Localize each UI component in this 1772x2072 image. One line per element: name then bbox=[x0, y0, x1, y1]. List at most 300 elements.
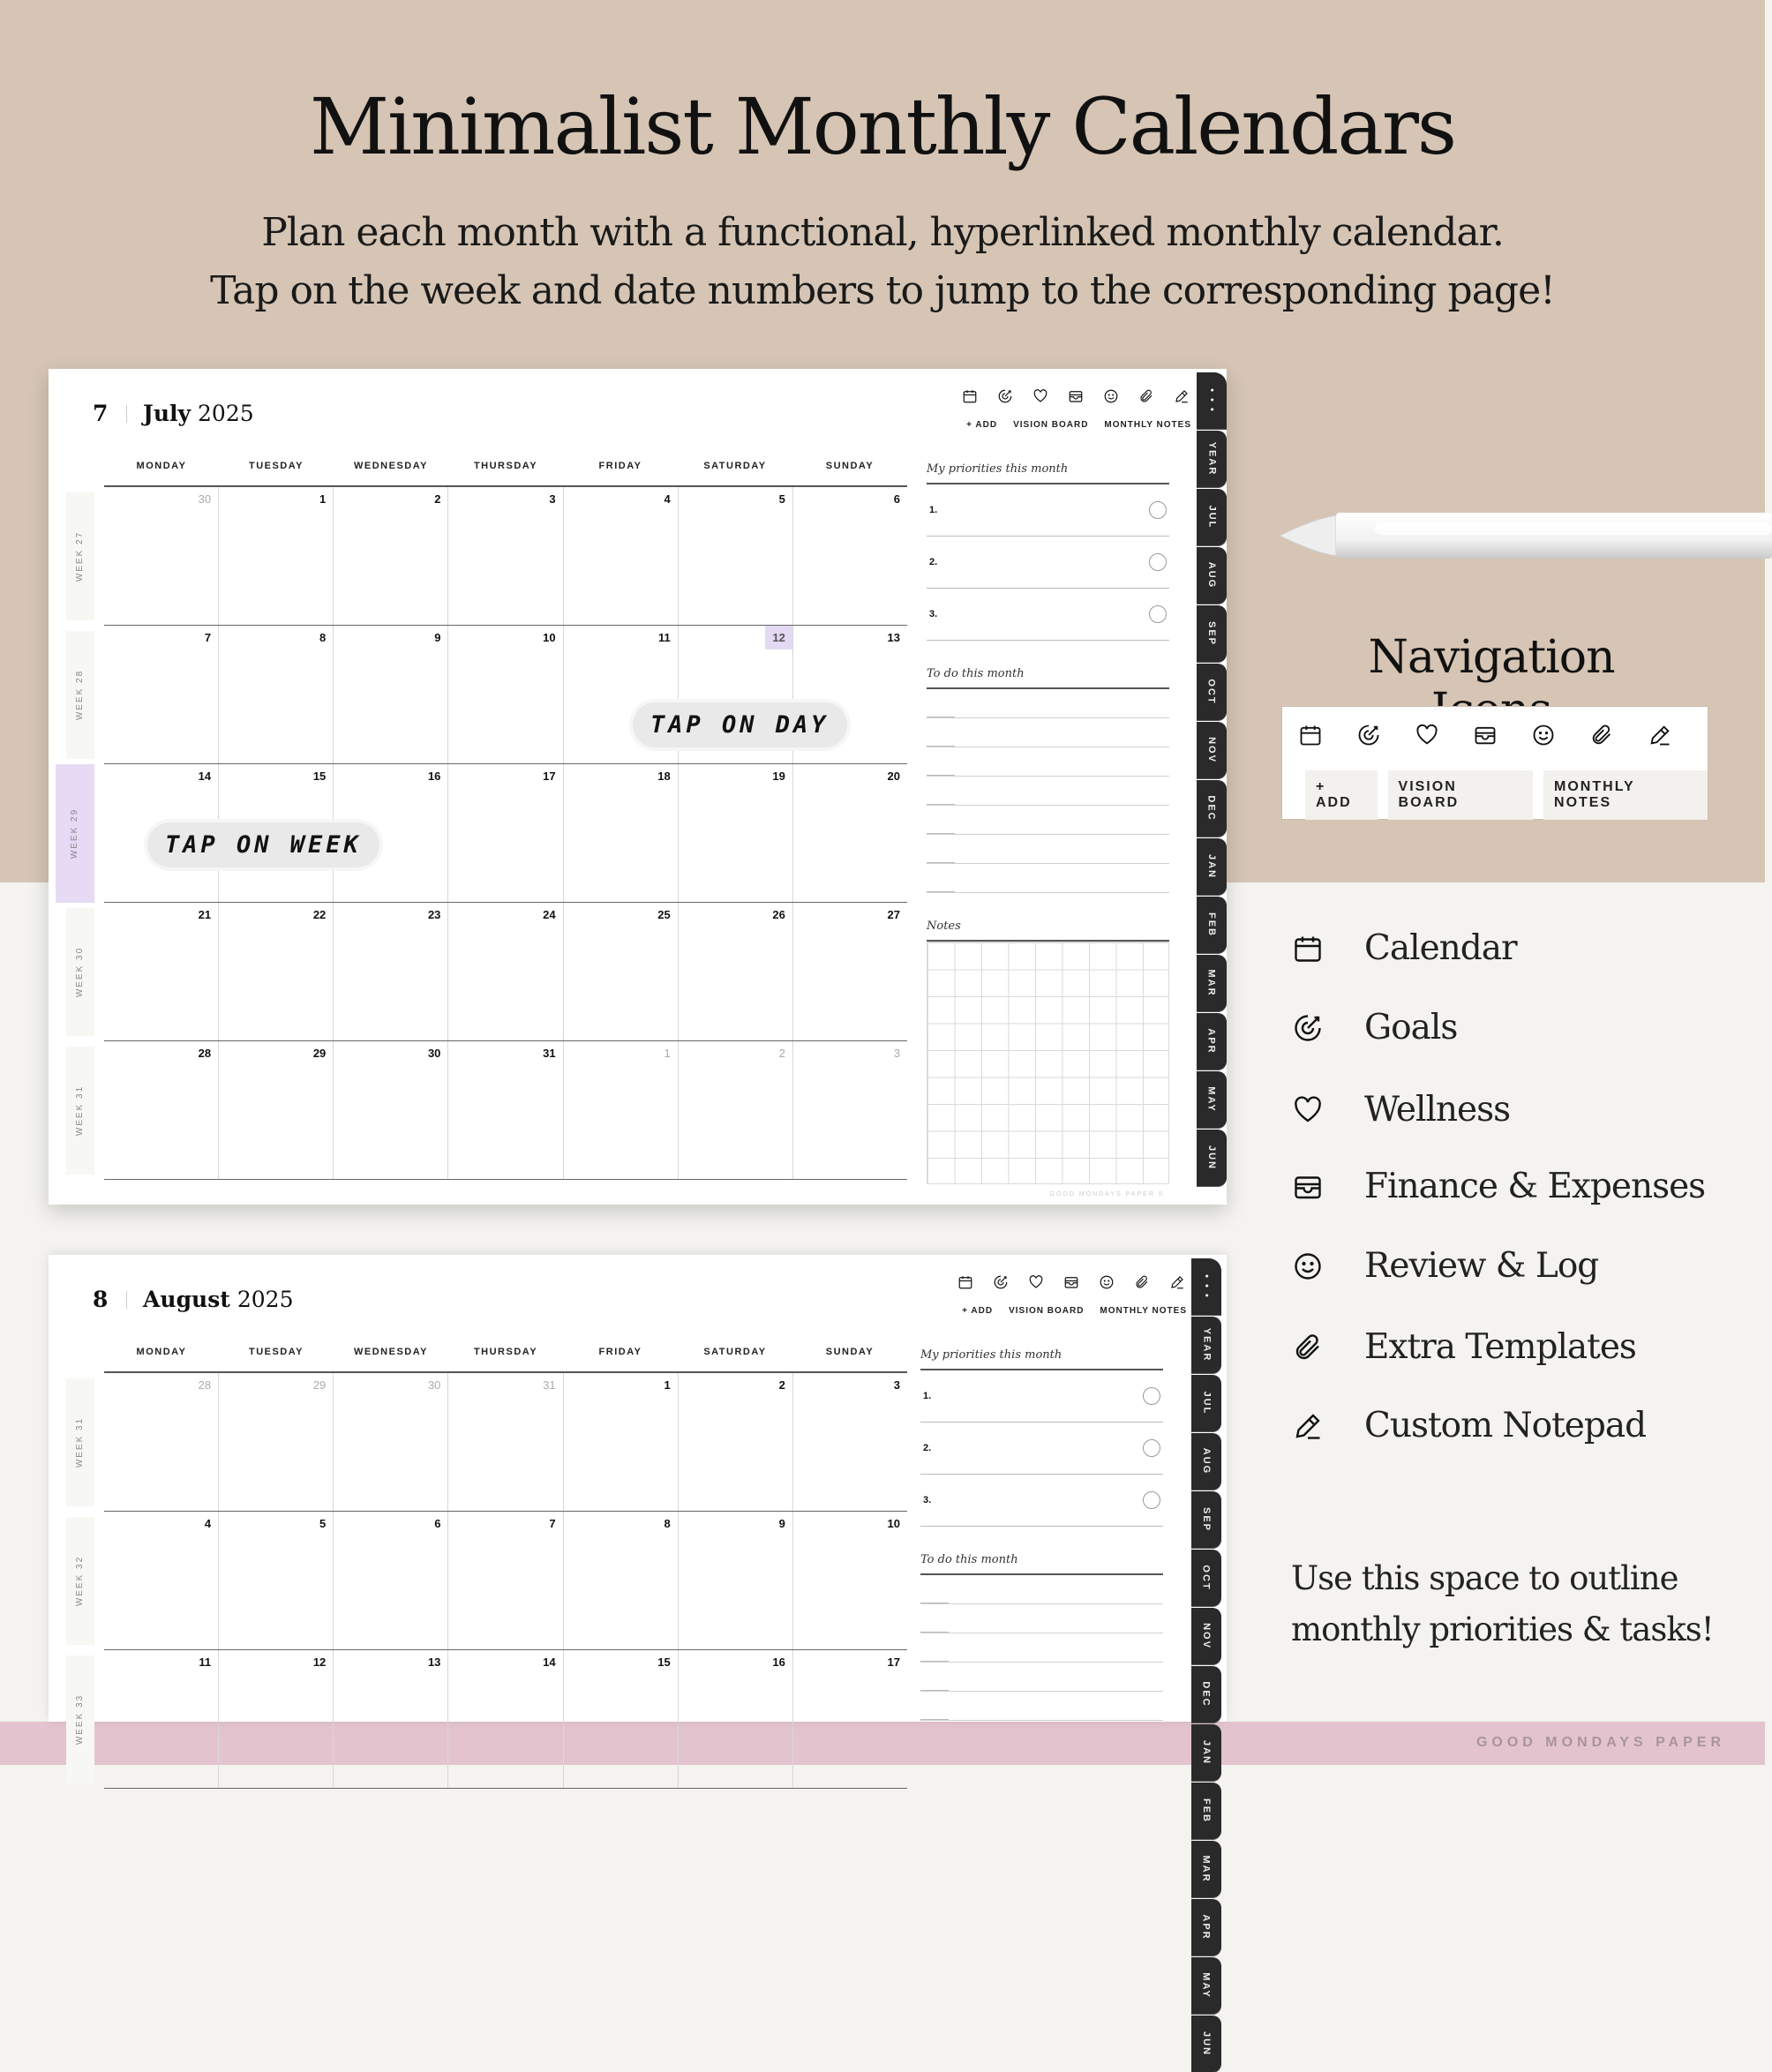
day-number[interactable]: 17 bbox=[887, 1655, 900, 1669]
tap-on-week-sticker: TAP ON WEEK bbox=[147, 822, 379, 867]
week-link[interactable] bbox=[66, 1517, 94, 1645]
legend-item bbox=[1290, 1406, 1646, 1445]
paperclip-icon bbox=[1290, 1330, 1325, 1365]
month-tab-label: JAN bbox=[1200, 1739, 1212, 1766]
month-tab[interactable] bbox=[1191, 1258, 1221, 1315]
week-label: WEEK 31 bbox=[75, 1085, 86, 1137]
todo-line[interactable] bbox=[920, 1575, 1163, 1604]
day-cell[interactable] bbox=[104, 1512, 219, 1649]
day-number[interactable]: 5 bbox=[778, 492, 785, 506]
month-tab[interactable] bbox=[1191, 1666, 1221, 1723]
month-tab-label: MAY bbox=[1201, 1972, 1212, 1999]
day-cell[interactable] bbox=[219, 626, 334, 763]
month-tab-label: AUG bbox=[1205, 561, 1217, 589]
priority-item[interactable] bbox=[920, 1423, 1163, 1475]
month-tab[interactable] bbox=[1191, 2016, 1221, 2072]
day-number[interactable]: 25 bbox=[657, 908, 671, 921]
day-cell[interactable] bbox=[564, 764, 679, 902]
todo-line[interactable] bbox=[920, 1692, 1163, 1721]
day-cell[interactable] bbox=[334, 903, 448, 1040]
navigation-icons-title: Navigation bbox=[1368, 631, 1615, 684]
day-number[interactable]: 29 bbox=[312, 1047, 327, 1060]
month-tab-label: MAR bbox=[1201, 1855, 1212, 1883]
day-cell[interactable] bbox=[793, 487, 907, 625]
heart-icon[interactable] bbox=[1026, 1272, 1046, 1292]
day-number[interactable]: 10 bbox=[887, 1517, 900, 1530]
day-number[interactable]: 5 bbox=[319, 1517, 327, 1530]
day-number[interactable]: 30 bbox=[198, 492, 212, 506]
priority-item[interactable] bbox=[920, 1475, 1163, 1527]
goals-icon[interactable] bbox=[1356, 723, 1383, 749]
day-cell[interactable] bbox=[448, 764, 563, 902]
stylus-pencil bbox=[1278, 507, 1772, 565]
planner-page-july bbox=[49, 369, 1227, 1205]
week-label: WEEK 33 bbox=[75, 1693, 86, 1745]
monthly-notes-link[interactable]: MONTHLY NOTES bbox=[1104, 420, 1191, 430]
smile-icon[interactable] bbox=[1531, 723, 1558, 749]
day-cell[interactable] bbox=[334, 1650, 448, 1788]
weekday-label: FRIDAY bbox=[598, 461, 642, 471]
month-tab-label: FEB bbox=[1201, 1798, 1212, 1823]
day-number[interactable]: 22 bbox=[312, 908, 327, 921]
day-number[interactable]: 3 bbox=[549, 492, 556, 506]
month-tab[interactable] bbox=[1197, 780, 1227, 837]
week-label: WEEK 30 bbox=[75, 946, 86, 998]
page-footer: GOOD MONDAYS PAPER © bbox=[1049, 1191, 1165, 1197]
day-number[interactable]: 11 bbox=[199, 1655, 212, 1669]
day-number[interactable]: 28 bbox=[198, 1378, 212, 1392]
wallet-icon bbox=[1290, 1169, 1325, 1205]
month-tab-label: DEC bbox=[1200, 1681, 1212, 1708]
nav-icon-bar bbox=[960, 387, 1191, 406]
day-cell[interactable] bbox=[334, 626, 448, 763]
subtitle-line-2: Tap on the week and date numbers to jump to the corresponding page! bbox=[210, 268, 1555, 313]
goals-icon bbox=[1290, 1010, 1325, 1046]
day-number[interactable]: 16 bbox=[772, 1655, 785, 1669]
day-cell[interactable] bbox=[448, 903, 563, 1040]
week-label: WEEK 31 bbox=[75, 1416, 86, 1468]
priority-number: 3. bbox=[923, 1495, 932, 1505]
month-tab-label: YEAR bbox=[1206, 441, 1217, 477]
day-number[interactable]: 1 bbox=[319, 492, 327, 506]
todo-line[interactable] bbox=[927, 835, 1169, 864]
day-number[interactable]: 14 bbox=[543, 1655, 556, 1669]
month-tab-label: MAR bbox=[1206, 969, 1217, 997]
calendar-icon[interactable] bbox=[956, 1272, 975, 1292]
day-number[interactable]: 11 bbox=[657, 631, 671, 644]
day-cell[interactable] bbox=[679, 487, 793, 625]
day-cell[interactable] bbox=[564, 1650, 679, 1788]
todo-label: To do this month bbox=[927, 667, 1169, 689]
vision-board-link[interactable]: VISION BOARD bbox=[1013, 420, 1089, 430]
day-number[interactable]: 15 bbox=[312, 769, 327, 783]
weekday-label: TUESDAY bbox=[248, 1347, 304, 1357]
month-tab[interactable] bbox=[1197, 372, 1227, 429]
note-line-2: monthly priorities & tasks! bbox=[1291, 1610, 1714, 1648]
day-cell[interactable] bbox=[448, 487, 563, 625]
weekday-label: THURSDAY bbox=[473, 461, 538, 471]
legend-label: Review & Log bbox=[1364, 1246, 1599, 1286]
day-number[interactable]: 18 bbox=[657, 769, 671, 783]
day-number[interactable]: 14 bbox=[198, 769, 212, 783]
week-row bbox=[104, 1512, 907, 1650]
week-label: WEEK 28 bbox=[75, 669, 86, 721]
day-number[interactable]: 15 bbox=[657, 1655, 671, 1669]
legend-label: Wellness bbox=[1364, 1090, 1511, 1130]
priority-number: 1. bbox=[929, 505, 938, 515]
month-tab[interactable] bbox=[1191, 1957, 1221, 2014]
goals-icon[interactable] bbox=[995, 387, 1015, 406]
day-number[interactable]: 12 bbox=[765, 626, 792, 649]
day-cell[interactable] bbox=[104, 487, 219, 625]
priority-checkbox[interactable] bbox=[1143, 1491, 1160, 1509]
day-number[interactable]: 1 bbox=[664, 1047, 671, 1060]
monthly-notes-link[interactable]: MONTHLY NOTES bbox=[1100, 1306, 1187, 1316]
day-cell[interactable] bbox=[793, 1650, 907, 1788]
day-number[interactable]: 13 bbox=[887, 631, 900, 644]
priority-item[interactable] bbox=[927, 537, 1169, 589]
month-tab-label: JAN bbox=[1205, 853, 1217, 880]
legend-label: Goals bbox=[1364, 1008, 1458, 1047]
add-button[interactable]: + ADD bbox=[1305, 770, 1378, 820]
month-tab[interactable] bbox=[1197, 1013, 1227, 1070]
legend-label: Custom Notepad bbox=[1364, 1406, 1647, 1445]
wallet-icon[interactable] bbox=[1066, 387, 1085, 406]
day-number[interactable]: 20 bbox=[887, 769, 900, 783]
week-link[interactable] bbox=[66, 1047, 94, 1175]
nav-link-bar bbox=[966, 420, 1191, 430]
legend-label: Finance & Expenses bbox=[1364, 1167, 1706, 1206]
todo-line[interactable] bbox=[920, 1604, 1163, 1633]
day-cell[interactable] bbox=[564, 487, 679, 625]
day-cell[interactable] bbox=[219, 487, 334, 625]
day-cell[interactable] bbox=[448, 1650, 563, 1788]
smile-icon[interactable] bbox=[1097, 1272, 1116, 1292]
calendar-icon[interactable] bbox=[960, 387, 980, 406]
calendar-grid bbox=[104, 1371, 907, 1789]
month-tab[interactable] bbox=[1197, 1071, 1227, 1128]
day-cell[interactable] bbox=[104, 1650, 219, 1788]
month-tabs bbox=[1191, 1258, 1221, 2057]
day-number[interactable]: 28 bbox=[198, 1047, 212, 1060]
week-label: WEEK 29 bbox=[70, 807, 80, 860]
weekday-label: SUNDAY bbox=[825, 461, 875, 471]
week-link[interactable] bbox=[66, 631, 94, 759]
day-number[interactable]: 4 bbox=[204, 1517, 212, 1530]
day-cell[interactable] bbox=[679, 1373, 793, 1511]
month-tab-label: OCT bbox=[1200, 1565, 1212, 1591]
day-cell[interactable] bbox=[679, 1041, 793, 1179]
priority-checkbox[interactable] bbox=[1149, 553, 1167, 571]
priority-checkbox[interactable] bbox=[1143, 1387, 1160, 1405]
notes-grid[interactable] bbox=[927, 942, 1169, 1184]
todo-line[interactable] bbox=[920, 1633, 1163, 1663]
day-cell[interactable] bbox=[564, 1512, 679, 1649]
day-number[interactable]: 7 bbox=[549, 1517, 556, 1530]
add-link[interactable]: + ADD bbox=[966, 420, 998, 430]
day-number[interactable]: 8 bbox=[664, 1517, 671, 1530]
month-tab[interactable] bbox=[1197, 431, 1227, 487]
priority-item[interactable] bbox=[927, 484, 1169, 537]
navigation-icons-row bbox=[1298, 723, 1674, 749]
month-tab-label: FEB bbox=[1206, 912, 1217, 937]
week-link[interactable] bbox=[66, 1378, 94, 1506]
paperclip-icon[interactable] bbox=[1132, 1272, 1152, 1292]
todo-checkbox-line[interactable] bbox=[927, 806, 955, 834]
todo-checkbox-line[interactable] bbox=[920, 1663, 949, 1691]
weekday-label: SATURDAY bbox=[703, 461, 767, 471]
month-tab[interactable] bbox=[1191, 1724, 1221, 1781]
todo-line[interactable] bbox=[927, 747, 1169, 777]
month-tab[interactable] bbox=[1191, 1608, 1221, 1664]
day-cell[interactable] bbox=[793, 1373, 907, 1511]
todo-checkbox-line[interactable] bbox=[920, 1604, 949, 1633]
day-cell[interactable] bbox=[679, 1650, 793, 1788]
day-cell[interactable] bbox=[448, 1041, 563, 1179]
month-tab[interactable] bbox=[1191, 1550, 1221, 1606]
paperclip-icon[interactable] bbox=[1589, 723, 1616, 749]
pencil-icon[interactable] bbox=[1648, 723, 1674, 749]
month-name: August bbox=[143, 1287, 230, 1312]
day-number[interactable]: 6 bbox=[893, 492, 900, 506]
weekday-label: THURSDAY bbox=[473, 1347, 538, 1357]
day-number[interactable]: 31 bbox=[543, 1047, 556, 1060]
month-tab[interactable] bbox=[1197, 955, 1227, 1011]
month-tab-label: SEP bbox=[1205, 620, 1217, 647]
week-link[interactable] bbox=[66, 908, 94, 1036]
day-number[interactable]: 9 bbox=[778, 1517, 785, 1530]
day-number[interactable]: 4 bbox=[664, 492, 671, 506]
pencil-icon[interactable] bbox=[1168, 1272, 1187, 1292]
todo-checkbox-line[interactable] bbox=[927, 835, 955, 863]
priority-checkbox[interactable] bbox=[1143, 1439, 1160, 1457]
day-cell[interactable] bbox=[679, 903, 793, 1040]
smile-icon[interactable] bbox=[1101, 387, 1121, 406]
month-tab[interactable] bbox=[1197, 547, 1227, 604]
month-tab-label: AUG bbox=[1200, 1447, 1212, 1475]
vision-board-button[interactable]: VISION BOARD bbox=[1388, 770, 1534, 820]
month-tab[interactable] bbox=[1197, 489, 1227, 545]
day-cell[interactable] bbox=[448, 1512, 563, 1649]
weekday-label: SATURDAY bbox=[703, 1347, 767, 1357]
month-name: July bbox=[143, 401, 191, 426]
day-cell[interactable] bbox=[564, 1373, 679, 1511]
month-tab[interactable] bbox=[1191, 1899, 1221, 1956]
month-tab[interactable] bbox=[1197, 838, 1227, 895]
divider bbox=[126, 1291, 127, 1309]
weekday-label: WEDNESDAY bbox=[354, 1347, 428, 1357]
todo-checkbox-line[interactable] bbox=[920, 1575, 949, 1603]
todo-line[interactable] bbox=[920, 1663, 1163, 1692]
todo-line[interactable] bbox=[927, 864, 1169, 893]
legend-item bbox=[1290, 1327, 1636, 1367]
day-cell[interactable] bbox=[793, 1041, 907, 1179]
todo-checkbox-line[interactable] bbox=[927, 718, 955, 747]
weekday-label: FRIDAY bbox=[598, 1347, 642, 1357]
month-tab[interactable] bbox=[1191, 1433, 1221, 1490]
weekday-label: SUNDAY bbox=[825, 1347, 875, 1357]
day-cell[interactable] bbox=[334, 1373, 448, 1511]
month-number[interactable]: 7 bbox=[93, 401, 109, 426]
day-number[interactable]: 30 bbox=[427, 1047, 441, 1060]
day-cell[interactable] bbox=[104, 626, 219, 763]
day-cell[interactable] bbox=[448, 626, 563, 763]
month-tab[interactable] bbox=[1197, 605, 1227, 662]
todo-line[interactable] bbox=[927, 689, 1169, 718]
day-cell[interactable] bbox=[219, 1373, 334, 1511]
month-tab[interactable] bbox=[1191, 1783, 1221, 1839]
day-number[interactable]: 8 bbox=[319, 631, 327, 644]
day-cell[interactable] bbox=[219, 1041, 334, 1179]
day-number[interactable]: 2 bbox=[778, 1378, 785, 1392]
month-tab-label: APR bbox=[1200, 1914, 1212, 1941]
day-cell[interactable] bbox=[219, 903, 334, 1040]
legend-label: Extra Templates bbox=[1364, 1327, 1636, 1367]
day-number[interactable]: 13 bbox=[427, 1655, 441, 1669]
week-row bbox=[104, 903, 907, 1041]
footer-brand: GOOD MONDAYS PAPER bbox=[1475, 1735, 1725, 1750]
day-number[interactable]: 10 bbox=[543, 631, 556, 644]
month-tab[interactable] bbox=[1191, 1317, 1221, 1373]
wallet-icon[interactable] bbox=[1062, 1272, 1081, 1292]
page-title: Minimalist Monthly Calendars bbox=[309, 81, 1456, 172]
paperclip-icon[interactable] bbox=[1137, 387, 1156, 406]
month-tab[interactable] bbox=[1197, 1130, 1227, 1186]
heart-icon[interactable] bbox=[1031, 387, 1050, 406]
month-tab[interactable] bbox=[1191, 1491, 1221, 1548]
month-tab-label: JUN bbox=[1200, 2031, 1212, 2057]
wallet-icon[interactable] bbox=[1473, 723, 1499, 749]
priority-number: 2. bbox=[929, 557, 938, 567]
day-number[interactable]: 30 bbox=[427, 1378, 441, 1392]
day-cell[interactable] bbox=[334, 1041, 448, 1179]
day-number[interactable]: 7 bbox=[204, 631, 212, 644]
priority-number: 2. bbox=[923, 1443, 932, 1453]
day-number[interactable]: 24 bbox=[543, 908, 556, 921]
priorities-list bbox=[927, 484, 1169, 641]
day-cell[interactable] bbox=[564, 1041, 679, 1179]
smile-icon bbox=[1290, 1249, 1325, 1284]
priority-item[interactable] bbox=[927, 589, 1169, 641]
day-number[interactable]: 19 bbox=[772, 769, 785, 783]
priorities-list bbox=[920, 1370, 1163, 1527]
week-link[interactable] bbox=[56, 764, 94, 903]
goals-icon[interactable] bbox=[991, 1272, 1010, 1292]
add-link[interactable]: + ADD bbox=[962, 1306, 994, 1316]
week-link[interactable] bbox=[66, 492, 94, 620]
day-cell[interactable] bbox=[219, 1512, 334, 1649]
priority-number: 1. bbox=[923, 1391, 932, 1401]
month-tab[interactable] bbox=[1197, 722, 1227, 778]
month-tab[interactable] bbox=[1197, 664, 1227, 720]
day-cell[interactable] bbox=[104, 903, 219, 1040]
priority-checkbox[interactable] bbox=[1149, 605, 1167, 623]
week-row bbox=[104, 487, 907, 626]
day-number[interactable]: 29 bbox=[312, 1378, 327, 1392]
todo-checkbox-line[interactable] bbox=[920, 1692, 949, 1720]
todo-checkbox-line[interactable] bbox=[927, 864, 955, 892]
month-tab-label: SEP bbox=[1200, 1506, 1212, 1533]
todo-checkbox-line[interactable] bbox=[920, 1633, 949, 1662]
calendar-icon[interactable] bbox=[1298, 723, 1325, 749]
day-cell[interactable] bbox=[793, 764, 907, 902]
priority-item[interactable] bbox=[920, 1370, 1163, 1423]
day-number[interactable]: 21 bbox=[198, 908, 212, 921]
day-number[interactable]: 23 bbox=[427, 908, 441, 921]
vision-board-link[interactable]: VISION BOARD bbox=[1009, 1306, 1085, 1316]
day-number[interactable]: 27 bbox=[887, 908, 900, 921]
day-number[interactable]: 12 bbox=[312, 1655, 327, 1669]
day-cell[interactable] bbox=[334, 1512, 448, 1649]
weekday-label: TUESDAY bbox=[248, 461, 304, 471]
todo-list bbox=[927, 689, 1169, 893]
month-tab[interactable] bbox=[1191, 1375, 1221, 1431]
day-number[interactable]: 3 bbox=[893, 1378, 900, 1392]
month-tab-label: • • • bbox=[1205, 388, 1217, 413]
day-number[interactable]: 16 bbox=[427, 769, 441, 783]
day-cell[interactable] bbox=[448, 1373, 563, 1511]
todo-line[interactable] bbox=[927, 806, 1169, 835]
day-cell[interactable] bbox=[104, 1041, 219, 1179]
todo-checkbox-line[interactable] bbox=[927, 777, 955, 805]
week-label: WEEK 32 bbox=[75, 1555, 86, 1607]
nav-link-bar bbox=[962, 1306, 1187, 1316]
day-number[interactable]: 1 bbox=[664, 1378, 671, 1392]
month-tab-label: • • • bbox=[1200, 1274, 1212, 1299]
day-number[interactable]: 9 bbox=[434, 631, 441, 644]
planner-page-august bbox=[49, 1255, 1227, 1745]
sidebar bbox=[927, 462, 1169, 1184]
priorities-label: My priorities this month bbox=[927, 462, 1169, 484]
month-tab-label: APR bbox=[1205, 1028, 1217, 1055]
month-header bbox=[93, 1287, 293, 1312]
day-cell[interactable] bbox=[679, 1512, 793, 1649]
month-tab-label: OCT bbox=[1205, 679, 1217, 705]
todo-line[interactable] bbox=[927, 777, 1169, 806]
day-cell[interactable] bbox=[219, 1650, 334, 1788]
todo-checkbox-line[interactable] bbox=[927, 689, 955, 717]
sidebar bbox=[920, 1348, 1163, 1721]
week-link[interactable] bbox=[66, 1655, 94, 1783]
pencil-icon[interactable] bbox=[1172, 387, 1191, 406]
day-number[interactable]: 6 bbox=[434, 1517, 441, 1530]
todo-line[interactable] bbox=[927, 718, 1169, 747]
notes-label: Notes bbox=[927, 920, 1169, 942]
day-number[interactable]: 2 bbox=[434, 492, 441, 506]
month-tab-label: JUL bbox=[1206, 505, 1217, 529]
month-tab[interactable] bbox=[1191, 1841, 1221, 1897]
month-tab[interactable] bbox=[1197, 897, 1227, 953]
day-cell[interactable] bbox=[564, 903, 679, 1040]
day-cell[interactable] bbox=[793, 1512, 907, 1649]
day-cell[interactable] bbox=[679, 764, 793, 902]
heart-icon[interactable] bbox=[1415, 723, 1441, 749]
monthly-notes-button[interactable]: MONTHLY NOTES bbox=[1543, 770, 1708, 820]
month-number[interactable]: 8 bbox=[93, 1287, 109, 1312]
month-year: 2025 bbox=[198, 401, 254, 426]
day-number[interactable]: 2 bbox=[778, 1047, 785, 1060]
month-tab-label: NOV bbox=[1201, 1623, 1212, 1649]
day-number[interactable]: 17 bbox=[543, 769, 556, 783]
day-number[interactable]: 3 bbox=[893, 1047, 900, 1060]
day-cell[interactable] bbox=[793, 903, 907, 1040]
day-cell[interactable] bbox=[104, 1373, 219, 1511]
todo-checkbox-line[interactable] bbox=[927, 747, 955, 776]
day-number[interactable]: 31 bbox=[543, 1378, 556, 1392]
day-number[interactable]: 26 bbox=[772, 908, 785, 921]
day-cell[interactable] bbox=[334, 487, 448, 625]
priority-checkbox[interactable] bbox=[1149, 501, 1167, 519]
